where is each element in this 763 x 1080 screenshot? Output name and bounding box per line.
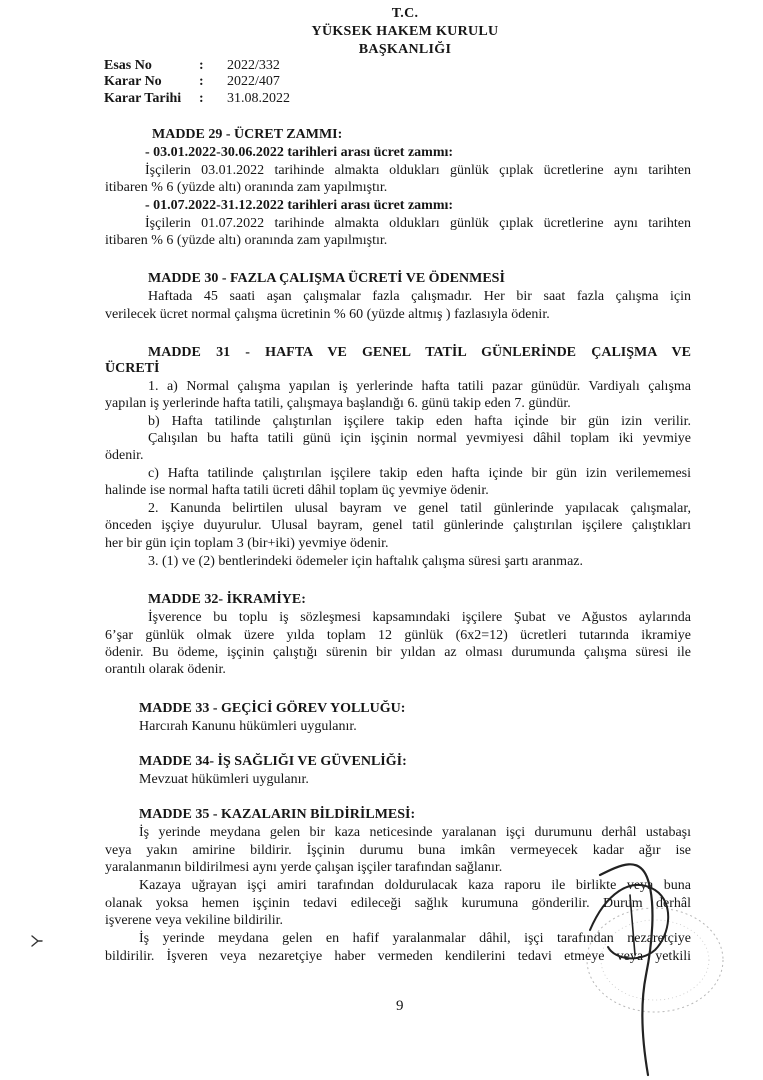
article-heading-35: MADDE 35 - KAZALARIN BİLDİRİLMESİ: <box>139 807 416 822</box>
text-line: önceden işçiye duyurulur. Ulusal bayram, genel tatil günlerinde çalıştırılan işçilere çalıştıkları <box>105 518 691 533</box>
header-institution: YÜKSEK HAKEM KURULU <box>311 24 499 39</box>
text-line: verilecek ücret normal çalışma ücretinin % 60 (yüzde altmış ) fazlasıyla ödenir. <box>105 307 550 322</box>
text-line: 3. (1) ve (2) bentlerindeki ödemeler için haftalık çalışma süresi şartı aranmaz. <box>148 554 583 569</box>
article-heading-32: MADDE 32- İKRAMİYE: <box>148 592 306 607</box>
text-line: İşçilerin 01.07.2022 tarihinde almakta oldukları günlük çıplak ücretlerine aynı tarihten <box>145 216 691 231</box>
text-line: İşverence bu toplu iş sözleşmesi kapsamındaki işçilere Şubat ve Ağustos aylarında <box>148 610 691 625</box>
article-heading-30: MADDE 30 - FAZLA ÇALIŞMA ÜCRETİ VE ÖDENMESİ <box>148 271 505 286</box>
text-line: işverene veya vekiline bildirilir. <box>105 913 284 928</box>
text-line: olanak yoksa hemen işçinin tedavi edileceği sağlık kurumuna gönderilir. Durum derhâl <box>105 896 691 911</box>
text-line: c) Hafta tatilinde çalıştırılan işçilere takip eden hafta içinde bir gün izin verilememesi <box>148 466 691 481</box>
meta-karar-tarihi <box>104 91 290 107</box>
subheading: - 01.07.2022-31.12.2022 tarihleri arası ücret zammı: <box>145 198 454 213</box>
text-line: her bir gün için toplam 3 (bir+iki) yevmiye ödenir. <box>105 536 389 551</box>
article-heading-31-cont: ÜCRETİ <box>105 361 160 376</box>
meta-value: 2022/407 <box>227 74 280 89</box>
text-line: itibaren % 6 (yüzde altı) oranında zam yapılmıştır. <box>105 180 388 195</box>
text-line: İş yerinde meydana gelen bir kaza neticesinde yaralanan işçi durumunu derhâl ustabaşı <box>139 825 691 840</box>
text-line: Haftada 45 saati aşan çalışmalar fazla çalışmadır. Her bir saat fazla çalışma için <box>148 289 691 304</box>
article-heading-31: MADDE 31 - HAFTA VE GENEL TATİL GÜNLERİNDE ÇALIŞMA VE <box>148 345 691 360</box>
text-line: bildirilir. İşveren veya nezaretçiye haber vermeden kendilerini tedavi etmeye veya yetkili <box>105 949 691 964</box>
text-line: 2. Kanunda belirtilen ulusal bayram ve genel tatil günlerinde yapılacak çalışmalar, <box>148 501 691 516</box>
text-line: İş yerinde meydana gelen en hafif yaralanmalar dâhil, işçi tarafından nezaretçiye <box>139 931 691 946</box>
text-line: Mevzuat hükümleri uygulanır. <box>139 772 309 787</box>
article-heading-34: MADDE 34- İŞ SAĞLIĞI VE GÜVENLİĞİ: <box>139 754 407 769</box>
text-line: 1. a) Normal çalışma yapılan iş yerlerinde hafta tatili pazar günüdür. Vardiyalı çalışma <box>148 379 691 394</box>
header-presidency: BAŞKANLIĞI <box>358 42 452 57</box>
text-line: 6’şar günlük olmak üzere yılda toplam 12 günlük (6x2=12) ücretleri tutarında ikramiye <box>105 628 691 643</box>
text-line: veya yakın amirine bildirir. İşçinin durumu buna imkân vermeyecek kadar ağır ise <box>105 843 691 858</box>
meta-key: Esas No <box>104 58 152 73</box>
meta-colon: : <box>199 58 204 73</box>
meta-esas-no <box>104 58 280 74</box>
header-tc: T.C. <box>391 6 419 21</box>
text-line: ödenir. <box>105 448 144 463</box>
text-line: orantılı olarak ödenir. <box>105 662 226 677</box>
article-heading-29: MADDE 29 - ÜCRET ZAMMI: <box>152 127 343 142</box>
article-heading-33: MADDE 33 - GEÇİCİ GÖREV YOLLUĞU: <box>139 701 406 716</box>
subheading: - 03.01.2022-30.06.2022 tarihleri arası ücret zammı: <box>145 145 454 160</box>
text-line: ödenir. Bu ödeme, işçinin çalıştığı sürenin bir yıldan az olması durumunda çalışma süresi ile <box>105 645 691 660</box>
meta-colon: : <box>199 91 204 106</box>
meta-key: Karar No <box>104 74 162 89</box>
meta-key: Karar Tarihi <box>104 91 182 106</box>
text-line: b) Hafta tatilinde çalıştırılan işçilere takip eden hafta içi̇nde bir gün izin verilir. <box>148 414 691 429</box>
text-line: halinde ise normal hafta tatili ücreti dâhil toplam üç yevmiye ödenir. <box>105 483 489 498</box>
text-line: Harcırah Kanunu hükümleri uygulanır. <box>139 719 357 734</box>
signature-icon <box>560 835 700 1080</box>
meta-colon: : <box>199 74 204 89</box>
meta-value: 2022/332 <box>227 58 280 73</box>
text-line: Çalışılan bu hafta tatili günü için işçinin normal yevmiyesi dâhil toplam iki yevmiye <box>148 431 691 446</box>
meta-value: 31.08.2022 <box>227 91 290 106</box>
margin-mark-icon <box>28 933 44 949</box>
page-number: 9 <box>396 998 404 1014</box>
text-line: yapılan iş yerlerinde hafta tatili, çalışmaya başlandığı 6. günü takip eden 7. gündür. <box>105 396 571 411</box>
text-line: itibaren % 6 (yüzde altı) oranında zam yapılmıştır. <box>105 233 388 248</box>
text-line: Kazaya uğrayan işçi amiri tarafından doldurulacak kaza raporu ile birlikte veya buna <box>139 878 691 893</box>
text-line: İşçilerin 03.01.2022 tarihinde almakta oldukları günlük çıplak ücretlerine aynı tarihten <box>145 163 691 178</box>
meta-karar-no <box>104 74 280 90</box>
text-line: yaralanmanın bildirilmesi aynı yerde çalışan işçiler tarafından sağlanır. <box>105 860 503 875</box>
